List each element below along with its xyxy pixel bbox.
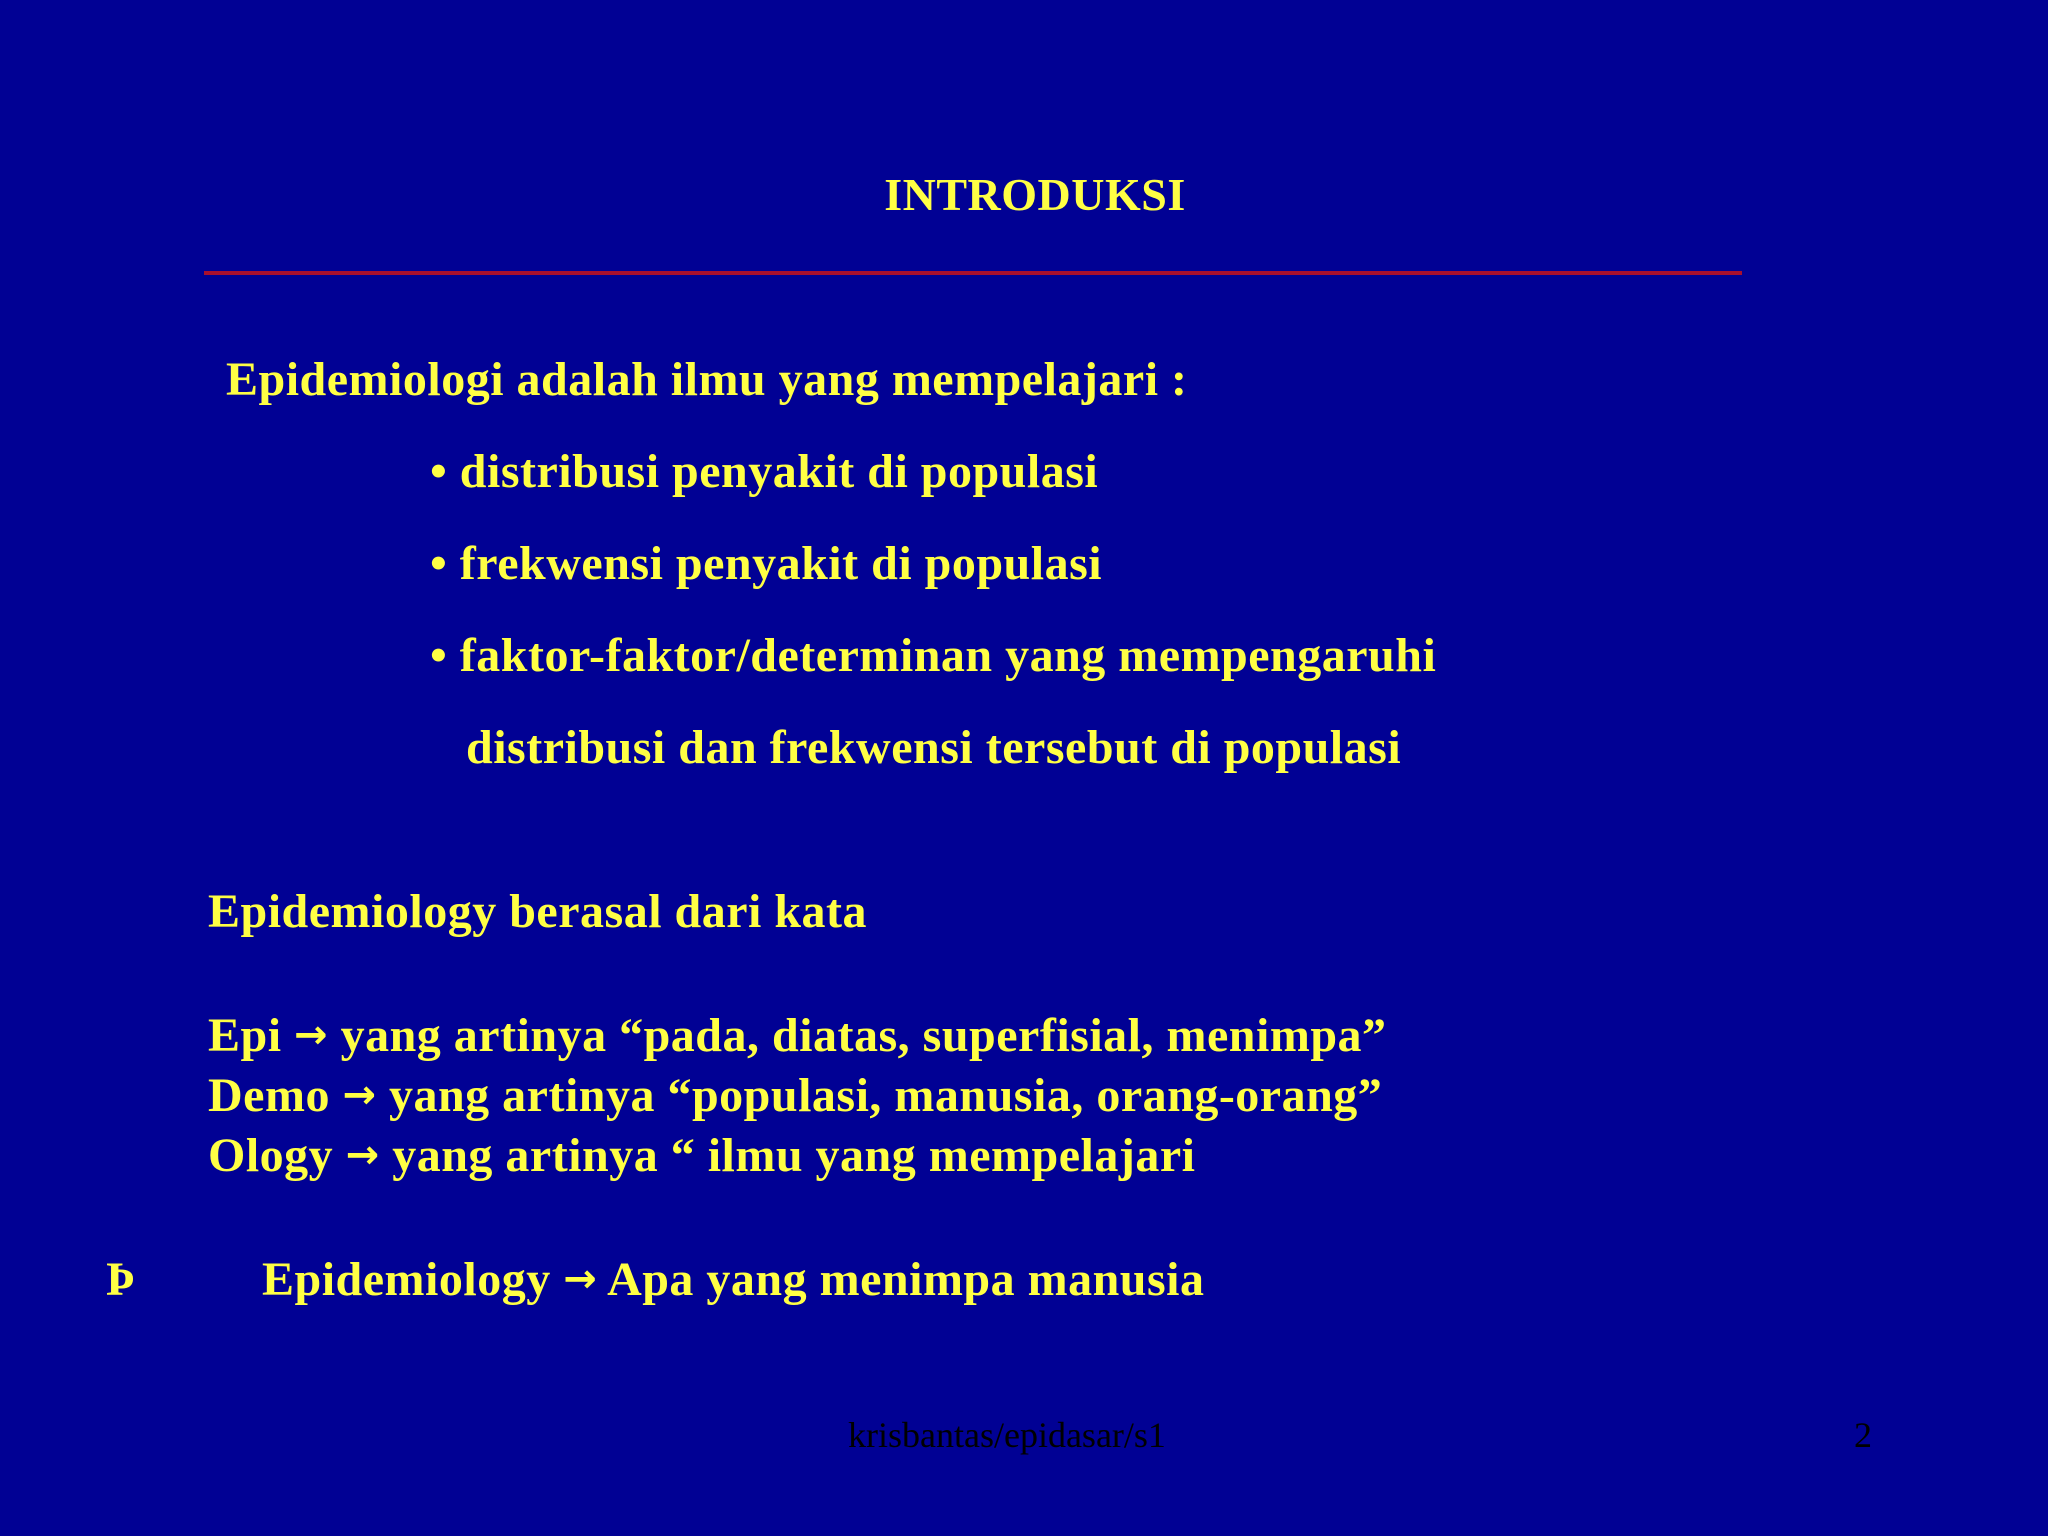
etymology-term: Demo (208, 1069, 343, 1122)
etymology-meaning: yang artinya “pada, diatas, superfisial, menimpa” (328, 1009, 1387, 1062)
etymology-meaning: yang artinya “ ilmu yang mempelajari (379, 1129, 1196, 1182)
slide-title: INTRODUKSI (884, 169, 1186, 220)
arrow-right-icon: → (294, 1012, 329, 1058)
conclusion-line (262, 1252, 1205, 1307)
etymology-term: Epi (208, 1009, 295, 1062)
etymology-term: Ology (208, 1129, 346, 1182)
definition-continuation: distribusi dan frekwensi tersebut di populasi (466, 721, 1402, 774)
etymology-row-epi (208, 1008, 1387, 1063)
conclusion-marker: Þ (106, 1253, 136, 1306)
etymology-row-demo (208, 1068, 1382, 1123)
page-number: 2 (1854, 1415, 1872, 1455)
etymology-meaning: yang artinya “populasi, manusia, orang-orang” (376, 1069, 1383, 1122)
definition-bullet-1: • distribusi penyakit di populasi (430, 445, 1099, 498)
footer-source: krisbantas/epidasar/s1 (848, 1415, 1166, 1455)
etymology-intro: Epidemiology berasal dari kata (208, 885, 868, 938)
title-divider (204, 271, 1742, 275)
etymology-row-ology (208, 1128, 1195, 1183)
definition-intro: Epidemiologi adalah ilmu yang mempelajari : (226, 353, 1188, 406)
conclusion-meaning: Apa yang menimpa manusia (597, 1253, 1205, 1306)
definition-bullet-3: • faktor-faktor/determinan yang mempengaruhi (430, 629, 1437, 682)
arrow-right-icon: → (345, 1132, 380, 1178)
definition-bullet-2: • frekwensi penyakit di populasi (430, 537, 1103, 590)
conclusion-term: Epidemiology (262, 1253, 564, 1306)
arrow-right-icon: → (563, 1256, 598, 1302)
arrow-right-icon: → (342, 1072, 377, 1118)
